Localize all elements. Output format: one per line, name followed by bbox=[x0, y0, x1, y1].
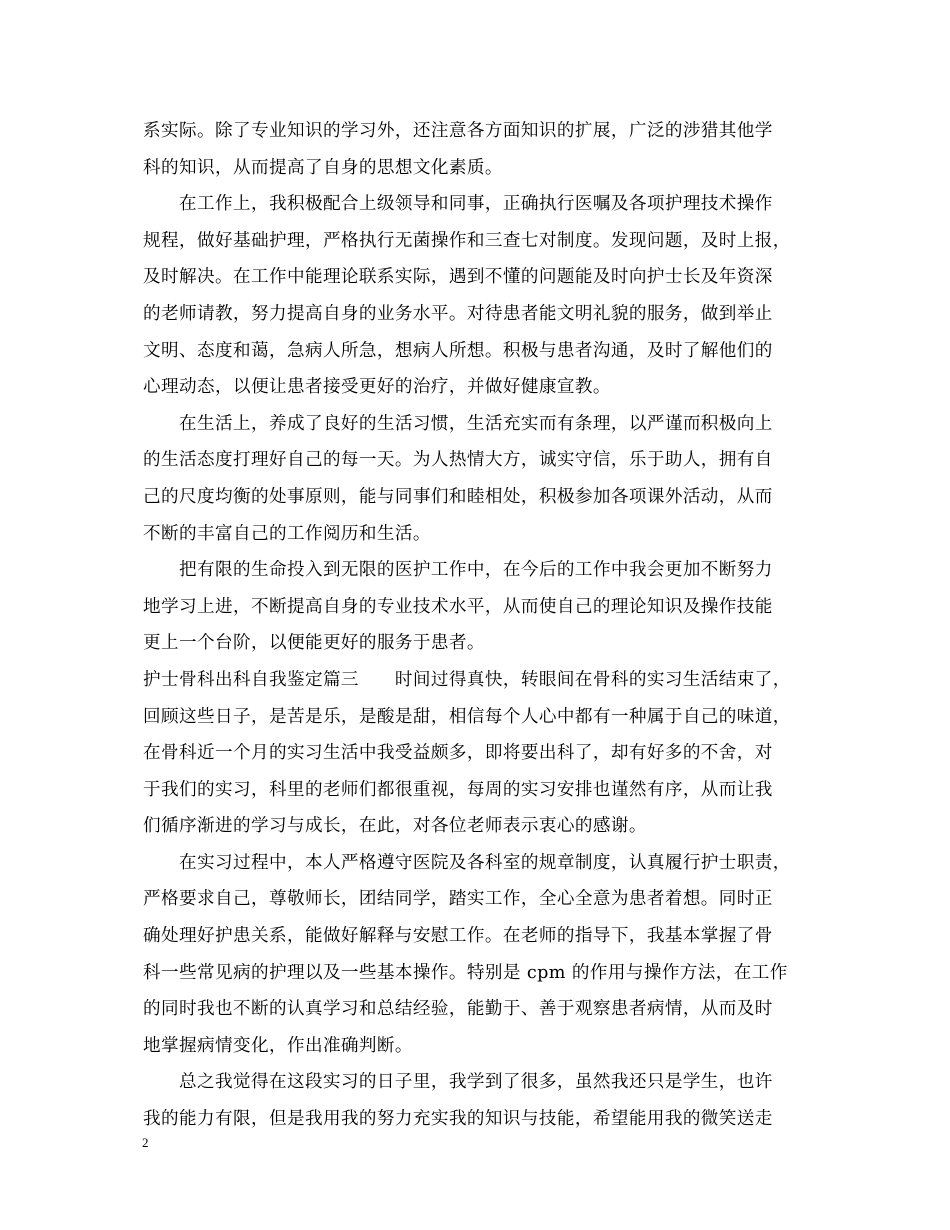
text-line: 不断的丰富自己的工作阅历和生活。 bbox=[143, 523, 431, 544]
text-line: 心理动态，以便让患者接受更好的治疗，并做好健康宣教。 bbox=[143, 377, 611, 398]
text-line: 文明、态度和蔼，急病人所急，想病人所想。积极与患者沟通，及时了解他们的 bbox=[143, 340, 773, 361]
text-line: 们循序渐进的学习与成长，在此，对各位老师表示衷心的感谢。 bbox=[143, 816, 647, 837]
text-line: 的生活态度打理好自己的每一天。为人热情大方，诚实守信，乐于助人，拥有自 bbox=[143, 450, 773, 471]
text-line: 在生活上，养成了良好的生活习惯，生活充实而有条理，以严谨而积极向上 bbox=[143, 413, 773, 434]
text-line: 系实际。除了专业知识的学习外，还注意各方面知识的扩展，广泛的涉猎其他学 bbox=[143, 121, 773, 141]
text-line: 科的知识，从而提高了自身的思想文化素质。 bbox=[143, 157, 503, 178]
text-line: 的同时我也不断的认真学习和总结经验，能勤于、善于观察患者病情，从而及时 bbox=[143, 999, 773, 1020]
text-line: 规程，做好基础护理，严格执行无菌操作和三查七对制度。发现问题，及时上报， bbox=[143, 230, 791, 251]
text-line: 己的尺度均衡的处事原则，能与同事们和睦相处，积极参加各项课外活动，从而 bbox=[143, 486, 773, 507]
text-line: 在骨科近一个月的实习生活中我受益颇多，即将要出科了，却有好多的不舍，对 bbox=[143, 743, 773, 764]
text-line: 严格要求自己，尊敬师长，团结同学，踏实工作，全心全意为患者着想。同时正 bbox=[143, 889, 773, 910]
text-line: 更上一个台阶，以便能更好的服务于患者。 bbox=[143, 633, 485, 654]
section-heading-line: 护士骨科出科自我鉴定篇三 时间过得真快，转眼间在骨科的实习生活结束了， bbox=[143, 669, 791, 690]
text-line: 在工作上，我积极配合上级领导和同事，正确执行医嘱及各项护理技术操作 bbox=[143, 194, 773, 215]
text-line: 及时解决。在工作中能理论联系实际，遇到不懂的问题能及时向护士长及年资深 bbox=[143, 267, 773, 288]
text-line: 于我们的实习，科里的老师们都很重视，每周的实习安排也谨然有序，从而让我 bbox=[143, 779, 773, 800]
document-body bbox=[143, 113, 823, 1138]
text-line: 科一些常见病的护理以及一些基本操作。特别是 cpm 的作用与操作方法，在工作 bbox=[143, 962, 788, 983]
text-line: 地掌握病情变化，作出准确判断。 bbox=[143, 1035, 413, 1056]
text-line: 的老师请教，努力提高自身的业务水平。对待患者能文明礼貌的服务，做到举止 bbox=[143, 303, 773, 324]
text-line: 回顾这些日子，是苦是乐，是酸是甜，相信每个人心中都有一种属于自己的味道， bbox=[143, 706, 791, 727]
text-line: 把有限的生命投入到无限的医护工作中，在今后的工作中我会更加不断努力 bbox=[143, 560, 773, 581]
text-line: 我的能力有限，但是我用我的努力充实我的知识与技能，希望能用我的微笑送走 bbox=[143, 1109, 773, 1130]
page-number: 2 bbox=[142, 1135, 149, 1150]
text-line: 地学习上进，不断提高自身的专业技术水平，从而使自己的理论知识及操作技能 bbox=[143, 596, 773, 617]
text-line: 确处理好护患关系，能做好解释与安慰工作。在老师的指导下，我基本掌握了骨 bbox=[143, 926, 773, 947]
text-line: 在实习过程中，本人严格遵守医院及各科室的规章制度，认真履行护士职责， bbox=[143, 852, 791, 873]
text-line: 总之我觉得在这段实习的日子里，我学到了很多，虽然我还只是学生，也许 bbox=[143, 1072, 773, 1093]
